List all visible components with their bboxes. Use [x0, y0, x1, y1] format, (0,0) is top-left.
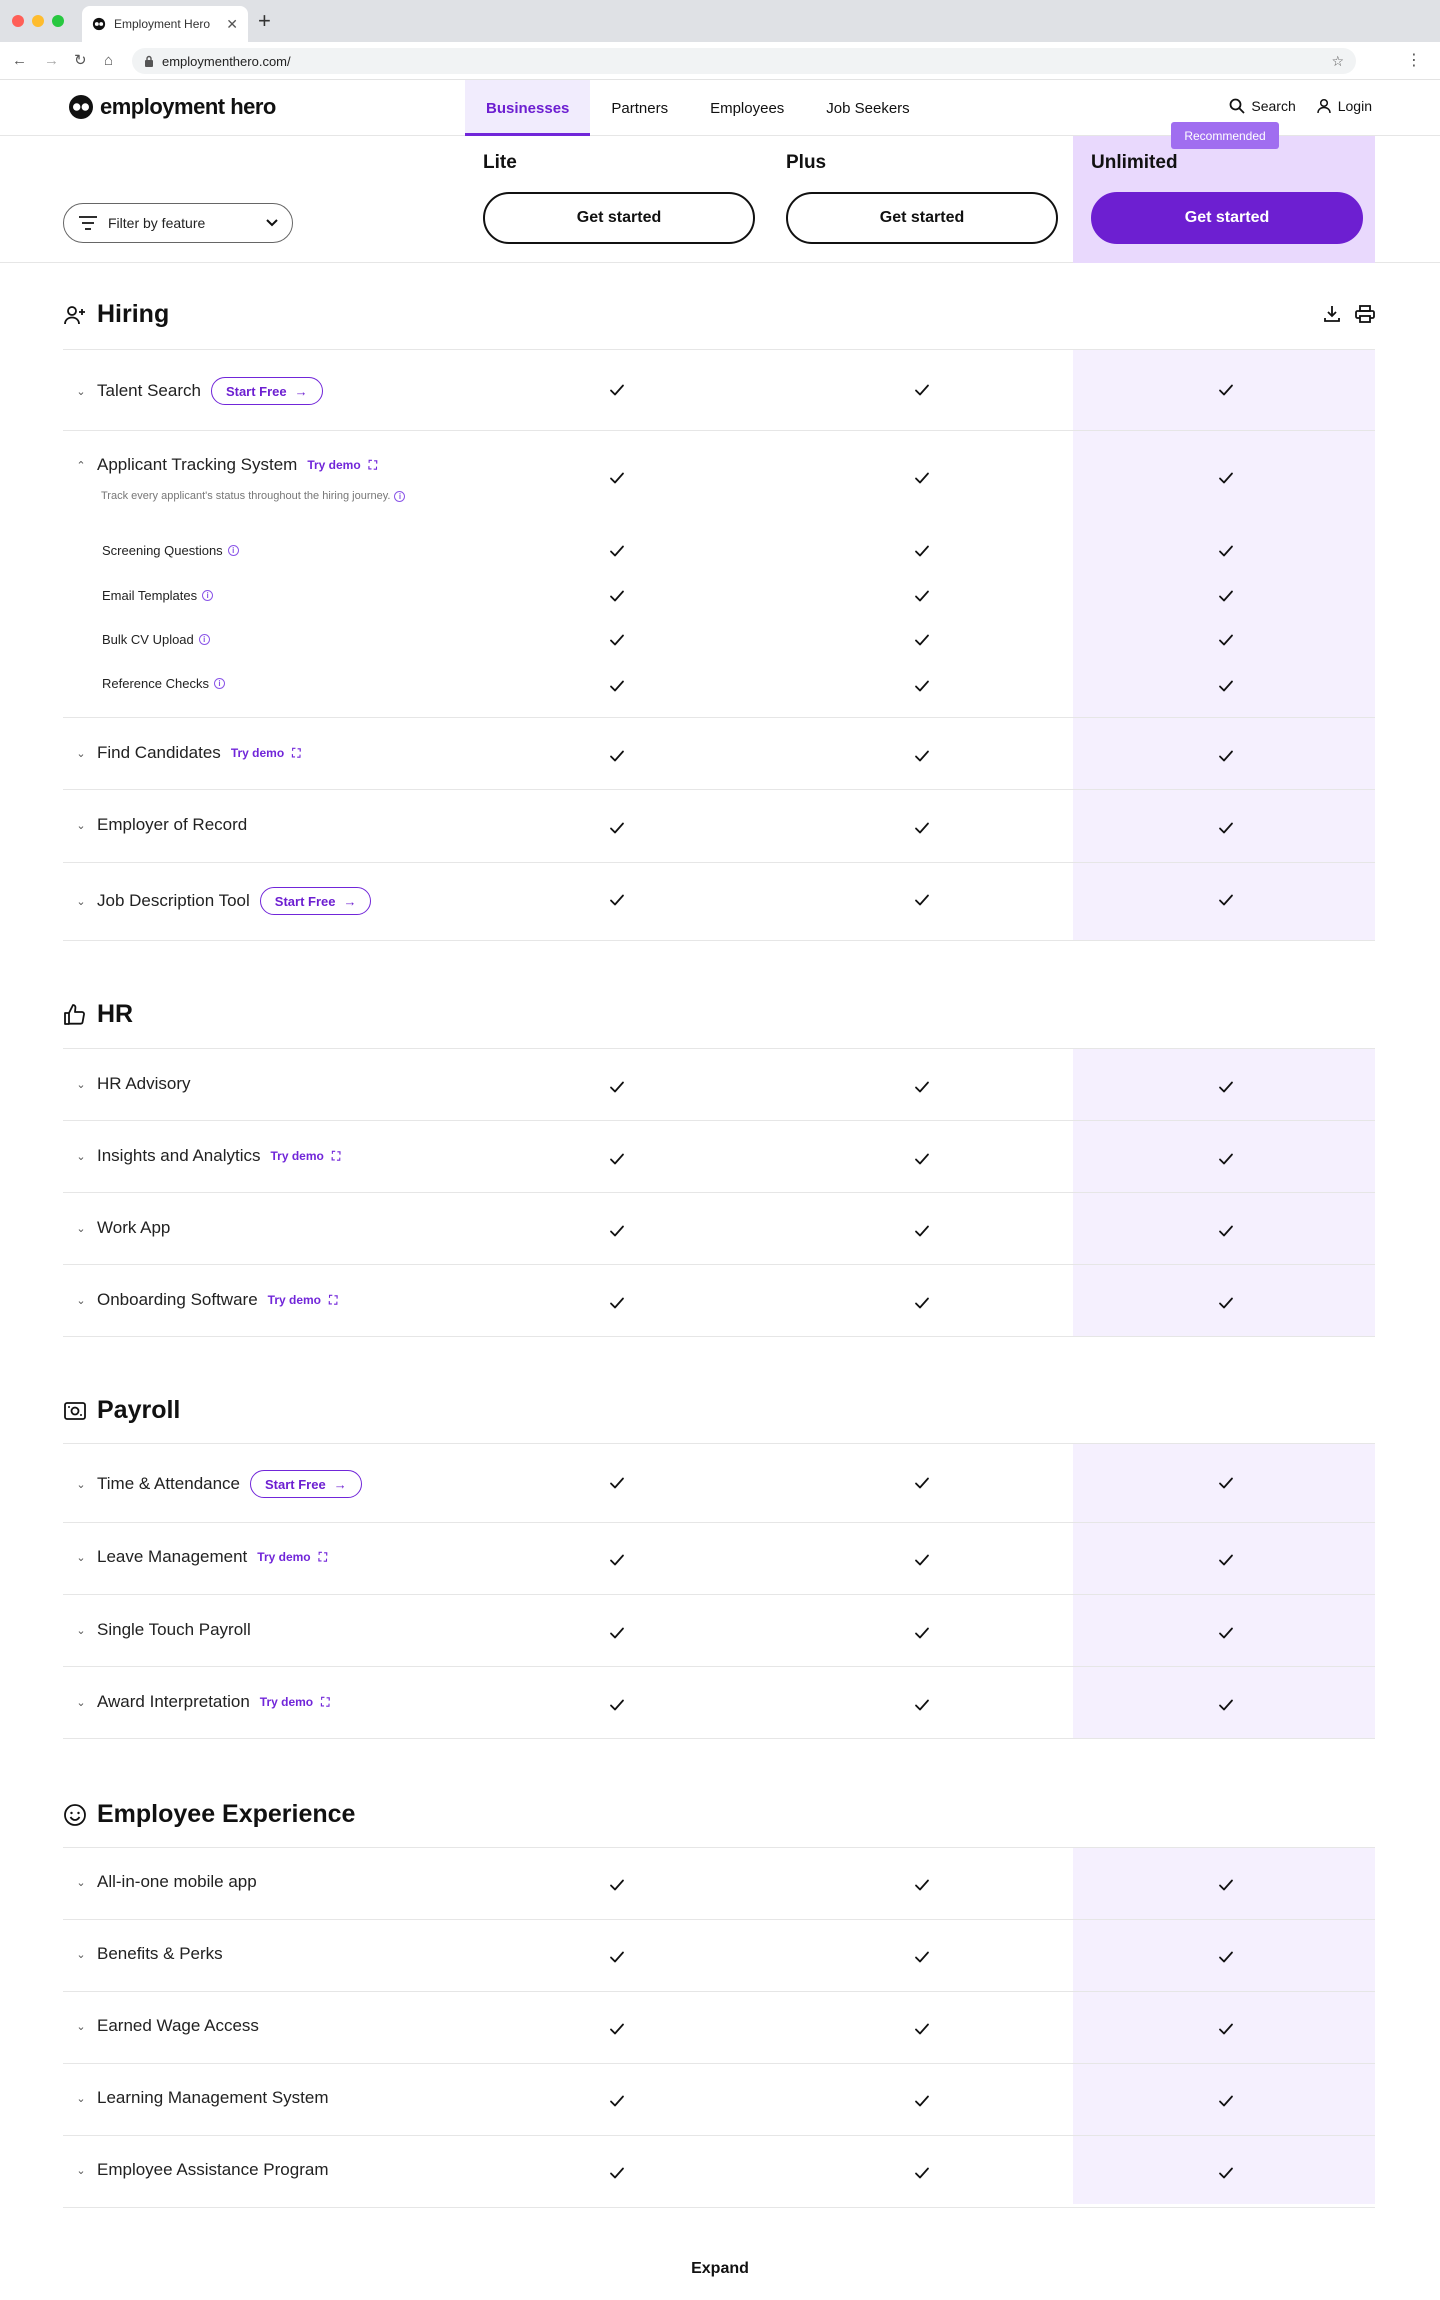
browser-menu-icon[interactable]: ⋮	[1406, 52, 1422, 69]
close-window-button[interactable]	[12, 15, 24, 27]
checkmark-icon	[1218, 1949, 1234, 1965]
checkmark-icon	[1218, 1295, 1234, 1311]
checkmark-icon	[1218, 1877, 1234, 1893]
checkmark-icon	[609, 1625, 625, 1641]
checkmark-icon	[609, 1223, 625, 1239]
feature-row-earned-wage-access[interactable]	[75, 2016, 259, 2036]
try-demo-label: Try demo	[307, 458, 361, 472]
browser-tabstrip	[0, 0, 1440, 42]
feature-label: Employee Assistance Program	[97, 2160, 329, 2179]
chevron-down-icon[interactable]: ⌄	[76, 819, 86, 832]
checkmark-icon	[1218, 382, 1234, 398]
arrow-right-icon: →	[343, 893, 357, 909]
try-demo-link[interactable]	[268, 1293, 338, 1308]
checkmark-icon	[1218, 820, 1234, 836]
feature-row-learning-management-system[interactable]	[75, 2088, 329, 2108]
url-bar[interactable]	[132, 48, 1356, 74]
feature-row-time-and-attendance[interactable]	[75, 1470, 362, 1498]
checkmark-icon	[609, 1697, 625, 1713]
checkmark-icon	[609, 1877, 625, 1893]
checkmark-icon	[609, 820, 625, 836]
plan-header	[0, 136, 1440, 263]
divider	[63, 717, 1375, 718]
section-title-hr	[63, 1000, 133, 1029]
checkmark-icon	[609, 1949, 625, 1965]
checkmark-icon	[914, 1223, 930, 1239]
sub-feature-label: Bulk CV Upload	[102, 632, 194, 647]
feature-label: Single Touch Payroll	[97, 1620, 251, 1639]
expand-button[interactable]: Expand	[691, 2260, 749, 2277]
info-icon[interactable]: i	[394, 491, 405, 502]
nav-job-seekers[interactable]: Job Seekers	[826, 99, 910, 117]
try-demo-label: Try demo	[270, 1149, 324, 1163]
feature-label: All-in-one mobile app	[97, 1872, 257, 1891]
header-actions	[1229, 98, 1372, 114]
user-plus-icon	[63, 303, 87, 327]
divider	[63, 862, 1375, 863]
expand-icon: ⛶	[321, 1694, 330, 1709]
divider	[63, 789, 1375, 790]
try-demo-label: Try demo	[259, 1695, 314, 1709]
section-title-hiring	[63, 300, 169, 329]
nav-businesses[interactable]: Businesses	[465, 80, 590, 136]
checkmark-icon	[1218, 2093, 1234, 2109]
favicon-icon	[92, 17, 106, 31]
search-icon	[1229, 98, 1245, 114]
divider	[63, 1847, 1375, 1848]
get-started-unlimited-button[interactable]: Get started	[1091, 192, 1363, 244]
info-icon[interactable]: i	[199, 634, 210, 645]
section-title-payroll	[63, 1396, 180, 1425]
checkmark-icon	[609, 1079, 625, 1095]
start-free-button[interactable]	[260, 887, 372, 915]
download-icon[interactable]	[1323, 305, 1341, 323]
feature-row-work-app[interactable]	[75, 1218, 170, 1238]
plan-name: Plus	[786, 152, 827, 173]
checkmark-icon	[1218, 588, 1234, 604]
reload-icon[interactable]: ↻	[74, 52, 87, 69]
checkmark-icon	[914, 1697, 930, 1713]
expand-icon: ⛶	[331, 1148, 341, 1163]
address-toolbar	[0, 42, 1440, 80]
chevron-down-icon[interactable]: ⌄	[76, 2164, 86, 2177]
checkmark-icon	[1218, 470, 1234, 486]
logo-text: employment hero	[100, 94, 276, 119]
checkmark-icon	[1218, 1151, 1234, 1167]
checkmark-icon	[609, 1475, 625, 1491]
user-icon	[1316, 98, 1332, 114]
checkmark-icon	[1218, 2165, 1234, 2181]
feature-label: Applicant Tracking System	[97, 455, 298, 474]
checkmark-icon	[914, 1079, 930, 1095]
chevron-down-icon[interactable]: ⌄	[76, 895, 86, 908]
sub-feature-label: Reference Checks	[102, 676, 209, 691]
checkmark-icon	[914, 543, 930, 559]
checkmark-icon	[609, 1151, 625, 1167]
feature-row-all-in-one-mobile-app[interactable]	[75, 1872, 257, 1892]
tab-title: Employment Hero	[114, 17, 211, 31]
sub-feature-screening-questions	[102, 543, 239, 558]
divider	[63, 2207, 1375, 2208]
feature-label: Insights and Analytics	[97, 1146, 261, 1165]
section-title-employee-experience	[63, 1800, 355, 1829]
bookmark-star-icon[interactable]: ☆	[1331, 52, 1344, 69]
home-icon[interactable]: ⌂	[104, 52, 114, 69]
checkmark-icon	[914, 748, 930, 764]
sub-feature-label: Screening Questions	[102, 543, 223, 558]
chevron-down-icon[interactable]: ⌄	[76, 1222, 86, 1235]
divider	[63, 1336, 1375, 1337]
description-text: Track every applicant's status throughout the hiring journey.	[101, 490, 391, 502]
start-free-label: Start Free	[265, 1476, 326, 1492]
feature-label: Work App	[97, 1218, 171, 1237]
divider	[63, 1264, 1375, 1265]
try-demo-label: Try demo	[230, 746, 285, 760]
filter-icon	[78, 216, 98, 230]
try-demo-label: Try demo	[257, 1550, 311, 1564]
sub-feature-email-templates	[102, 588, 213, 603]
info-icon[interactable]: i	[228, 545, 239, 556]
checkmark-icon	[914, 1295, 930, 1311]
plan-name: Lite	[483, 152, 517, 173]
chevron-down-icon[interactable]: ⌄	[76, 385, 86, 398]
checkmark-icon	[1218, 1625, 1234, 1641]
checkmark-icon	[1218, 1079, 1234, 1095]
checkmark-icon	[914, 2093, 930, 2109]
checkmark-icon	[609, 678, 625, 694]
search-button[interactable]	[1229, 98, 1295, 114]
search-label: Search	[1251, 98, 1296, 114]
arrow-right-icon: →	[333, 1476, 347, 1492]
checkmark-icon	[914, 1475, 930, 1491]
checkmark-icon	[1218, 632, 1234, 648]
checkmark-icon	[1218, 2021, 1234, 2037]
section-title-text: Payroll	[97, 1396, 181, 1424]
feature-label: Onboarding Software	[97, 1290, 258, 1309]
chevron-down-icon[interactable]: ⌄	[76, 1150, 86, 1163]
nav-partners[interactable]: Partners	[611, 99, 669, 117]
feature-row-find-candidates[interactable]	[75, 743, 301, 763]
feature-label: Talent Search	[97, 381, 201, 400]
section-title-text: Employee Experience	[97, 1800, 356, 1828]
chevron-down-icon[interactable]: ⌄	[76, 1876, 86, 1889]
chevron-down-icon[interactable]: ⌄	[76, 1696, 86, 1709]
checkmark-icon	[1218, 1697, 1234, 1713]
checkmark-icon	[609, 543, 625, 559]
url-text: employmenthero.com/	[162, 53, 291, 69]
checkmark-icon	[914, 2021, 930, 2037]
arrow-right-icon: →	[294, 383, 308, 399]
start-free-button[interactable]	[250, 1470, 362, 1498]
divider	[63, 1048, 1375, 1049]
plan-column-lite	[465, 136, 767, 263]
feature-label: Time & Attendance	[97, 1474, 241, 1493]
plan-column-unlimited	[1073, 136, 1375, 263]
checkmark-icon	[914, 588, 930, 604]
feature-label: Employer of Record	[97, 815, 248, 834]
divider	[63, 1594, 1375, 1595]
try-demo-link[interactable]	[231, 746, 301, 761]
lock-icon	[144, 55, 154, 67]
chevron-down-icon	[266, 219, 278, 227]
logo[interactable]	[68, 94, 276, 120]
feature-label: Job Description Tool	[97, 891, 250, 910]
feature-label: Earned Wage Access	[97, 2016, 259, 2035]
divider	[63, 940, 1375, 941]
checkmark-icon	[609, 382, 625, 398]
feature-row-insights-and-analytics[interactable]	[75, 1146, 340, 1166]
feature-row-applicant-tracking-system[interactable]	[75, 455, 377, 475]
filter-by-feature-dropdown[interactable]	[63, 203, 293, 243]
money-icon	[63, 1399, 87, 1423]
checkmark-icon	[914, 632, 930, 648]
login-button[interactable]	[1316, 98, 1372, 114]
chevron-down-icon[interactable]: ⌄	[76, 1294, 86, 1307]
checkmark-icon	[914, 678, 930, 694]
feature-row-job-description-tool[interactable]	[75, 887, 371, 915]
try-demo-link[interactable]	[307, 458, 377, 473]
feature-row-leave-management[interactable]	[75, 1547, 327, 1567]
feature-row-single-touch-payroll[interactable]	[75, 1620, 251, 1640]
checkmark-icon	[1218, 892, 1234, 908]
divider	[63, 1991, 1375, 1992]
table-toolbar	[1323, 305, 1375, 323]
divider	[63, 2063, 1375, 2064]
checkmark-icon	[609, 2021, 625, 2037]
checkmark-icon	[609, 588, 625, 604]
section-title-text: HR	[97, 1000, 134, 1028]
feature-label: Find Candidates	[97, 743, 221, 762]
main-nav	[465, 80, 931, 136]
divider	[63, 1666, 1375, 1667]
print-icon[interactable]	[1355, 305, 1375, 323]
divider	[63, 430, 1375, 431]
feature-row-benefits-and-perks[interactable]	[75, 1944, 223, 1964]
checkmark-icon	[609, 1552, 625, 1568]
checkmark-icon	[1218, 543, 1234, 559]
login-label: Login	[1337, 98, 1372, 114]
try-demo-link[interactable]	[260, 1695, 330, 1710]
nav-employees[interactable]: Employees	[710, 99, 785, 117]
expand-icon: ⛶	[318, 1549, 328, 1564]
try-demo-link[interactable]	[257, 1550, 327, 1565]
checkmark-icon	[914, 1877, 930, 1893]
info-icon[interactable]: i	[202, 590, 213, 601]
smile-icon	[63, 1803, 87, 1827]
checkmark-icon	[1218, 1475, 1234, 1491]
checkmark-icon	[914, 820, 930, 836]
checkmark-icon	[609, 2165, 625, 2181]
divider	[63, 1443, 1375, 1444]
feature-row-employer-of-record[interactable]	[75, 815, 247, 835]
checkmark-icon	[609, 892, 625, 908]
chevron-down-icon[interactable]: ⌄	[76, 2092, 86, 2105]
checkmark-icon	[609, 470, 625, 486]
plan-column-plus	[768, 136, 1070, 263]
expand-icon: ⛶	[292, 745, 301, 760]
start-free-button[interactable]	[211, 377, 323, 405]
feature-label: Leave Management	[97, 1547, 248, 1566]
chevron-down-icon[interactable]: ⌄	[76, 1624, 86, 1637]
feature-label: Award Interpretation	[97, 1692, 250, 1711]
logo-icon	[68, 94, 94, 120]
sub-feature-reference-checks	[102, 676, 225, 691]
feature-row-employee-assistance-program[interactable]	[75, 2160, 329, 2180]
checkmark-icon	[914, 1552, 930, 1568]
checkmark-icon	[1218, 1552, 1234, 1568]
try-demo-label: Try demo	[267, 1293, 322, 1307]
feature-row-award-interpretation[interactable]	[75, 1692, 330, 1712]
checkmark-icon	[1218, 678, 1234, 694]
start-free-label: Start Free	[274, 893, 336, 909]
checkmark-icon	[609, 632, 625, 648]
chevron-down-icon[interactable]: ⌄	[76, 747, 86, 760]
feature-description	[101, 490, 405, 502]
checkmark-icon	[609, 1295, 625, 1311]
info-icon[interactable]: i	[214, 678, 225, 689]
chevron-down-icon[interactable]: ⌄	[76, 2020, 86, 2033]
divider	[63, 1192, 1375, 1193]
checkmark-icon	[914, 470, 930, 486]
divider	[63, 1120, 1375, 1121]
checkmark-icon	[609, 2093, 625, 2109]
divider	[63, 1522, 1375, 1523]
get-started-plus-button[interactable]: Get started	[786, 192, 1058, 244]
sub-feature-bulk-cv-upload	[102, 632, 210, 647]
feature-label: HR Advisory	[97, 1074, 191, 1093]
new-tab-icon[interactable]: +	[258, 8, 271, 33]
feature-row-talent-search[interactable]	[75, 377, 323, 405]
checkmark-icon	[914, 1625, 930, 1641]
checkmark-icon	[914, 2165, 930, 2181]
chevron-down-icon[interactable]: ⌄	[76, 1478, 86, 1491]
plan-name: Unlimited	[1091, 152, 1178, 173]
chevron-down-icon[interactable]: ⌄	[76, 1948, 86, 1961]
divider	[63, 1919, 1375, 1920]
checkmark-icon	[609, 748, 625, 764]
start-free-label: Start Free	[225, 383, 287, 399]
expand-icon: ⛶	[329, 1292, 338, 1307]
sub-feature-label: Email Templates	[102, 588, 198, 603]
back-icon[interactable]: ←	[12, 52, 27, 69]
divider	[63, 2135, 1375, 2136]
checkmark-icon	[914, 382, 930, 398]
checkmark-icon	[1218, 748, 1234, 764]
checkmark-icon	[914, 1949, 930, 1965]
maximize-window-button[interactable]	[52, 15, 64, 27]
close-tab-icon[interactable]: ✕	[226, 15, 238, 32]
get-started-lite-button[interactable]: Get started	[483, 192, 755, 244]
minimize-window-button[interactable]	[32, 15, 44, 27]
feature-label: Learning Management System	[97, 2088, 329, 2107]
checkmark-icon	[1218, 1223, 1234, 1239]
chevron-up-icon[interactable]: ⌃	[76, 459, 86, 472]
recommended-badge: Recommended	[1171, 122, 1279, 149]
chevron-down-icon[interactable]: ⌄	[76, 1078, 86, 1091]
feature-row-hr-advisory[interactable]	[75, 1074, 191, 1094]
divider	[63, 1738, 1375, 1739]
expand-icon: ⛶	[368, 457, 378, 472]
section-title-text: Hiring	[97, 300, 170, 328]
feature-label: Benefits & Perks	[97, 1944, 223, 1963]
try-demo-link[interactable]	[270, 1149, 340, 1164]
divider	[63, 349, 1375, 350]
thumbs-up-icon	[63, 1003, 87, 1027]
feature-row-onboarding-software[interactable]	[75, 1290, 337, 1310]
filter-label: Filter by feature	[108, 215, 206, 231]
chevron-down-icon[interactable]: ⌄	[76, 1551, 86, 1564]
forward-icon[interactable]: →	[44, 52, 59, 69]
checkmark-icon	[914, 1151, 930, 1167]
checkmark-icon	[914, 892, 930, 908]
browser-tab[interactable]	[82, 6, 248, 42]
